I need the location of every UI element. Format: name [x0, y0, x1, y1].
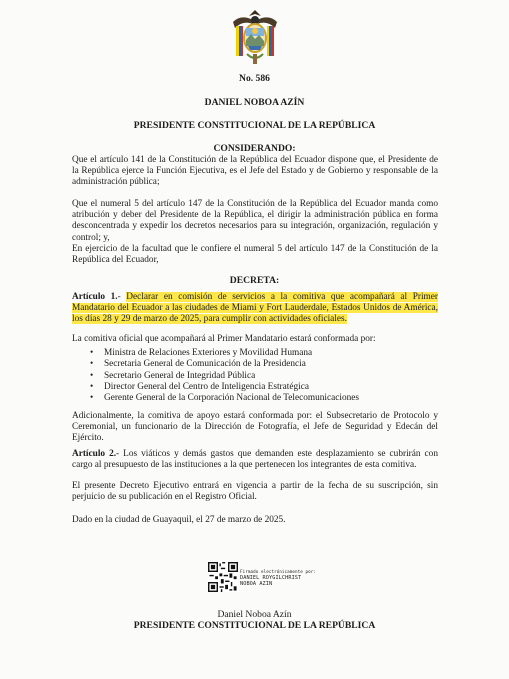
- considerando-heading: CONSIDERANDO:: [213, 143, 296, 154]
- article-2-label: Artículo 2.: [72, 449, 117, 459]
- bullet-icon: •: [90, 393, 94, 404]
- signature-name: Daniel Noboa Azín: [217, 609, 292, 620]
- list-item: • Secretaria General de Comunicación de la Presidencia: [90, 359, 306, 370]
- ecuador-coat-of-arms-icon: [231, 8, 279, 68]
- support-paragraph: Adicionalmente, la comitiva de apoyo estará conformada por: el Subsecretario de Protocolo y Ceremonial, un funcionario de la Dirección de Fotografía, el Jefe de Seguridad y Edecán del Ejército.: [72, 411, 438, 444]
- list-item: • Secretario General de Integridad Pública: [90, 370, 256, 381]
- president-name: DANIEL NOBOA AZÍN: [204, 97, 305, 108]
- consideration-3: En ejercicio de la facultad que le confiere el numeral 5 del artículo 147 de la Constitución de la República del Ecuador,: [72, 244, 438, 266]
- delegation-list: [72, 348, 432, 404]
- qr-code-icon: [208, 562, 238, 592]
- signature-title: PRESIDENTE CONSTITUCIONAL DE LA REPÚBLICA: [133, 620, 376, 631]
- article-1: [72, 292, 438, 326]
- list-item: • Director General del Centro de Inteligencia Estratégica: [90, 381, 309, 392]
- list-item: • Ministra de Relaciones Exteriores y Movilidad Humana: [90, 348, 313, 358]
- electronic-signature-stamp: Firmado electrónicamente por: DANIEL ROYGILCHRIST NOBOA AZIN: [240, 569, 317, 587]
- bullet-icon: •: [90, 348, 94, 358]
- decreta-heading: DECRETA:: [229, 275, 280, 286]
- president-office: PRESIDENTE CONSTITUCIONAL DE LA REPÚBLICA: [133, 120, 376, 131]
- article-2-text: - Los viáticos y demás gastos que demanden este desplazamiento se cubrirán con cargo al presupuesto de las instituciones a la que pertenecen los integrantes de esta comitiva.: [72, 449, 438, 471]
- bullet-icon: •: [90, 370, 94, 381]
- article-1-label: Artículo 1.: [72, 292, 118, 302]
- bullet-icon: •: [90, 359, 94, 370]
- article-1-dash: -: [117, 292, 127, 302]
- decree-number: No. 586: [239, 73, 270, 84]
- delegation-intro: La comitiva oficial que acompañará al Primer Mandatario estará conformada por:: [72, 334, 376, 344]
- article-1-text: Declarar en comisión de servicios a la comitiva que acompañará al Primer Mandatario del Ecuador a las ciudades de Miami y Fort Lauderdale, Estados Unidos de América, los días 28 y 29 de marzo de 2025, para cumplir con actividades oficiales.: [72, 292, 438, 325]
- given-at: Dado en la ciudad de Guayaquil, el 27 de marzo de 2025.: [72, 515, 286, 525]
- consideration-2: Que el numeral 5 del artículo 147 de la Constitución de la República del Ecuador manda como atribución y deber del Presidente de la República, el dirigir la administración pública en forma desconcentrada y expedir los decretos necesarios para su integración, organización, regulación y control; y,: [72, 199, 438, 243]
- validity-paragraph: El presente Decreto Ejecutivo entrará en vigencia a partir de la fecha de su suscripción, sin perjuicio de su publicación en el Registro Oficial.: [72, 481, 438, 503]
- article-2: [72, 449, 438, 471]
- list-item: • Gerente General de la Corporación Nacional de Telecomunicaciones: [90, 393, 359, 404]
- bullet-icon: •: [90, 381, 94, 392]
- consideration-1: Que el artículo 141 de la Constitución de la República del Ecuador dispone que, el Presidente de la República ejerce la Función Ejecutiva, es el Jefe del Estado y de Gobierno y responsable de la administración pública;: [72, 155, 438, 188]
